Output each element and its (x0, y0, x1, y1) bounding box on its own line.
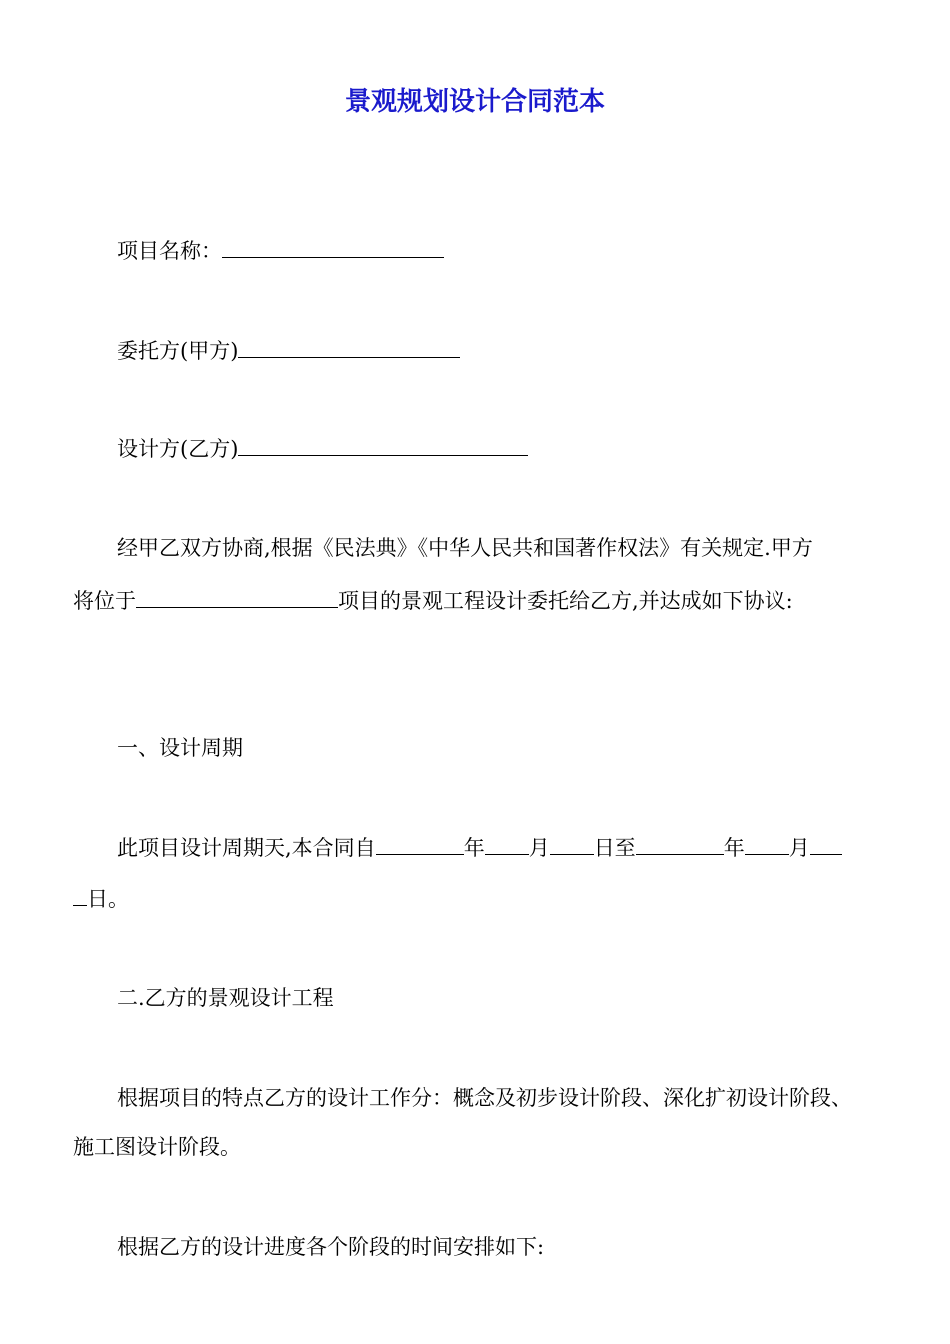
year-label-2: 年 (723, 836, 745, 860)
stages-line-1: 根据项目的特点乙方的设计工作分：概念及初步设计阶段、深化扩初设计阶段、 (117, 1086, 852, 1110)
start-year-blank (376, 834, 464, 855)
period-line-1 (117, 833, 888, 863)
start-day-blank (550, 834, 594, 855)
period-prefix: 此项目设计周期天,本合同自 (117, 836, 376, 860)
party-b-blank (238, 435, 528, 456)
end-year-blank (636, 834, 724, 855)
intro-line-1: 经甲乙双方协商,根据《民法典》《中华人民共和国著作权法》有关规定.甲方 (117, 536, 813, 560)
intro-line-2 (73, 586, 888, 616)
party-b-label: 设计方(乙方) (117, 437, 239, 461)
intro-line-2-suffix: 项目的景观工程设计委托给乙方,并达成如下协议: (338, 589, 793, 613)
document-title: 景观规划设计合同范本 (344, 87, 605, 117)
intro-line-2-prefix: 将位于 (73, 589, 136, 613)
section-2-heading: 二.乙方的景观设计工程 (117, 986, 334, 1010)
end-month-blank (745, 834, 789, 855)
party-a-field (117, 336, 888, 366)
period-line-2 (73, 884, 888, 914)
project-name-label: 项目名称： (117, 239, 222, 263)
schedule-intro: 根据乙方的设计进度各个阶段的时间安排如下: (117, 1235, 545, 1259)
month-label-2: 月 (788, 836, 810, 860)
party-a-label: 委托方(甲方) (117, 339, 239, 363)
project-name-blank (222, 237, 444, 258)
stages-line-2: 施工图设计阶段。 (73, 1135, 241, 1159)
end-day-blank-1 (810, 834, 842, 855)
month-label-1: 月 (528, 836, 550, 860)
section-1-heading: 一、设计周期 (117, 736, 243, 760)
year-label-1: 年 (463, 836, 485, 860)
party-a-blank (238, 337, 460, 358)
day-end-label: 日。 (87, 887, 129, 911)
start-month-blank (485, 834, 529, 855)
project-name-field (117, 236, 888, 266)
end-day-blank-2 (73, 885, 87, 906)
party-b-field (117, 434, 888, 464)
project-location-blank (136, 587, 338, 608)
day-to-label: 日至 (593, 836, 636, 860)
